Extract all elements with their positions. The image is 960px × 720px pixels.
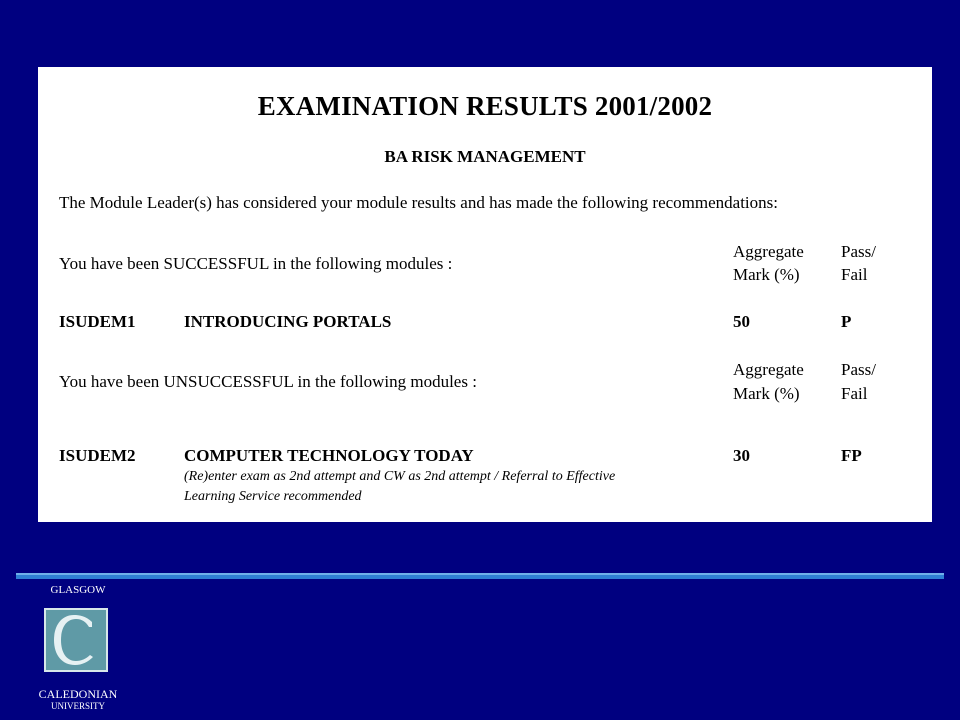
passfail-column-header-1: Pass/ <box>841 242 876 261</box>
passfail-column-header-2: Fail <box>841 265 868 284</box>
c-letter-icon <box>46 610 106 670</box>
logo-bottom-label-1: CALEDONIAN <box>38 687 118 701</box>
module-code: ISUDEM2 <box>59 446 136 465</box>
module-result: P <box>841 312 852 331</box>
module-note-line-1: (Re)enter exam as 2nd attempt and CW as 2nd attempt / Referral to Effective <box>184 469 616 484</box>
module-result: FP <box>841 446 862 465</box>
mark-column-header-1: Aggregate <box>733 242 804 261</box>
passfail-column-header-2: Fail <box>841 384 868 403</box>
module-title: INTRODUCING PORTALS <box>184 312 392 331</box>
programme-name: BA RISK MANAGEMENT <box>384 147 586 166</box>
unsuccessful-heading: You have been UNSUCCESSFUL in the following modules : <box>59 372 477 391</box>
logo-top-label: GLASGOW <box>50 584 106 596</box>
divider-stripe <box>16 575 944 579</box>
successful-heading: You have been SUCCESSFUL in the following modules : <box>59 254 453 273</box>
document-title: EXAMINATION RESULTS 2001/2002 <box>257 91 713 121</box>
module-mark: 50 <box>733 312 750 331</box>
module-mark: 30 <box>733 446 750 465</box>
passfail-column-header-1: Pass/ <box>841 360 876 379</box>
module-note-line-2: Learning Service recommended <box>184 489 362 504</box>
results-document <box>38 67 932 522</box>
university-logo <box>44 608 108 672</box>
mark-column-header-2: Mark (%) <box>733 265 800 284</box>
module-code: ISUDEM1 <box>59 312 136 331</box>
intro-text: The Module Leader(s) has considered your module results and has made the following recommendations: <box>59 193 778 212</box>
logo-bottom-label-2: UNIVERSITY <box>51 701 105 711</box>
module-title: COMPUTER TECHNOLOGY TODAY <box>184 446 474 465</box>
mark-column-header-2: Mark (%) <box>733 384 800 403</box>
mark-column-header-1: Aggregate <box>733 360 804 379</box>
